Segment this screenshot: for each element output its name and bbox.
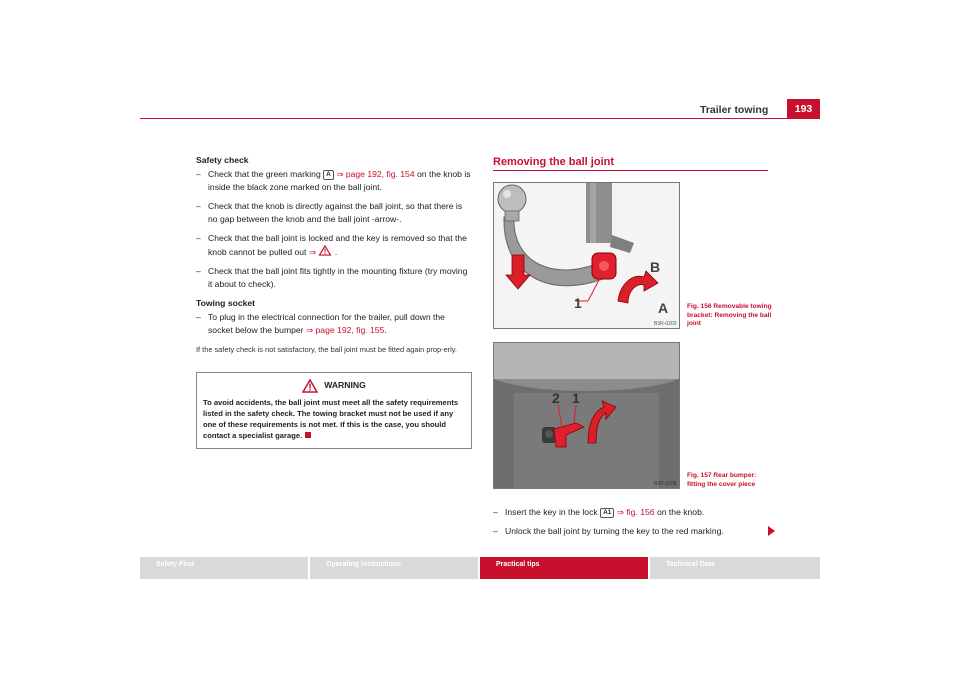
figure-code: B3R-0206 bbox=[654, 481, 677, 487]
warning-box bbox=[196, 372, 472, 449]
xref-arrow: ⇒ bbox=[616, 507, 624, 517]
xref-arrow: ⇒ bbox=[308, 247, 317, 257]
callout-b bbox=[650, 259, 660, 275]
figure-157-caption: Fig. 157 Rear bumper: fitting the cover piece bbox=[687, 472, 757, 488]
footer-tab-technical-data[interactable]: Technical Data bbox=[650, 557, 820, 579]
warning-header bbox=[203, 379, 465, 393]
running-header-title: Trailer towing bbox=[700, 104, 769, 116]
label-1: 1 bbox=[574, 295, 582, 311]
check-item-2: – Check that the knob is directly against the ball joint, so that there is no gap between the knob and the ball joint -arrow-. bbox=[196, 201, 463, 224]
ball-joint-illustration bbox=[494, 183, 679, 328]
check-item-3: – Check that the ball joint is locked and the key is removed so that the knob cannot be pulled out ⇒ . bbox=[196, 233, 467, 257]
figure-156-caption: Fig. 156 Removable towing bracket: Removing the ball joint bbox=[687, 303, 772, 327]
figure-157 bbox=[493, 342, 680, 489]
footer-tab-practical-tips[interactable]: Practical tips bbox=[480, 557, 648, 579]
xref-arrow: ⇒ bbox=[336, 169, 344, 179]
footer-tab-operating-instructions[interactable]: Operating instructions bbox=[310, 557, 478, 579]
label-2: 2 bbox=[552, 390, 560, 406]
figure-code: B3R-0203 bbox=[654, 321, 677, 327]
socket-step: – To plug in the electrical connection for the trailer, pull down the socket below the bumper ⇒ page 192, fig. 155. bbox=[196, 312, 445, 335]
xref-link-fig156[interactable]: fig. 156 bbox=[626, 507, 655, 517]
left-column bbox=[196, 154, 472, 449]
removal-step-1: – Insert the key in the lock A1 ⇒ fig. 156 on the knob. bbox=[493, 507, 705, 517]
label-1: 1 bbox=[572, 390, 580, 406]
warning-triangle-icon[interactable] bbox=[318, 245, 332, 256]
removal-steps bbox=[493, 506, 773, 544]
warning-label: WARNING bbox=[324, 380, 366, 390]
section-divider bbox=[493, 170, 768, 171]
page-number: 193 bbox=[787, 99, 820, 118]
towing-socket-heading: Towing socket bbox=[196, 298, 256, 308]
figure-156 bbox=[493, 182, 680, 329]
label-b: B bbox=[650, 259, 661, 275]
check-item-4: – Check that the ball joint fits tightly in the mounting fixture (try moving it about to check). bbox=[196, 266, 468, 289]
xref-link-fig154[interactable]: page 192, fig. 154 bbox=[345, 169, 415, 179]
label-a: A bbox=[658, 300, 669, 316]
marker-a1-badge: A1 bbox=[600, 508, 614, 518]
end-marker-icon bbox=[305, 432, 311, 438]
continue-arrow-icon[interactable] bbox=[768, 526, 775, 536]
list-dash: – bbox=[196, 169, 201, 179]
xref-arrow: ⇒ bbox=[305, 325, 314, 335]
removal-step-2: – Unlock the ball joint by turning the key to the red marking. bbox=[493, 526, 724, 536]
safety-check-heading: Safety check bbox=[196, 155, 249, 165]
marker-a-badge: A bbox=[323, 170, 334, 180]
header-divider bbox=[140, 118, 820, 119]
section-title: Removing the ball joint bbox=[493, 156, 615, 168]
warning-triangle-icon bbox=[302, 379, 318, 393]
warning-text: To avoid accidents, the ball joint must meet all the safety requirements listed in the safety check. The towing bracket must not be used if any one of these requirements is not met. If this is the case, you should contact a specialist garage. bbox=[203, 397, 459, 440]
xref-link-fig155[interactable]: page 192, fig. 155 bbox=[315, 325, 385, 335]
safety-note: If the safety check is not satisfactory, the ball joint must be fitted again prop-erly. bbox=[196, 345, 457, 354]
rear-bumper-illustration bbox=[494, 343, 679, 488]
check-item-1: – Check that the green marking A ⇒ page 192, fig. 154 on the knob is inside the black zone marked on the ball joint. bbox=[196, 169, 471, 192]
footer-tab-safety-first[interactable]: Safety First bbox=[140, 557, 308, 579]
